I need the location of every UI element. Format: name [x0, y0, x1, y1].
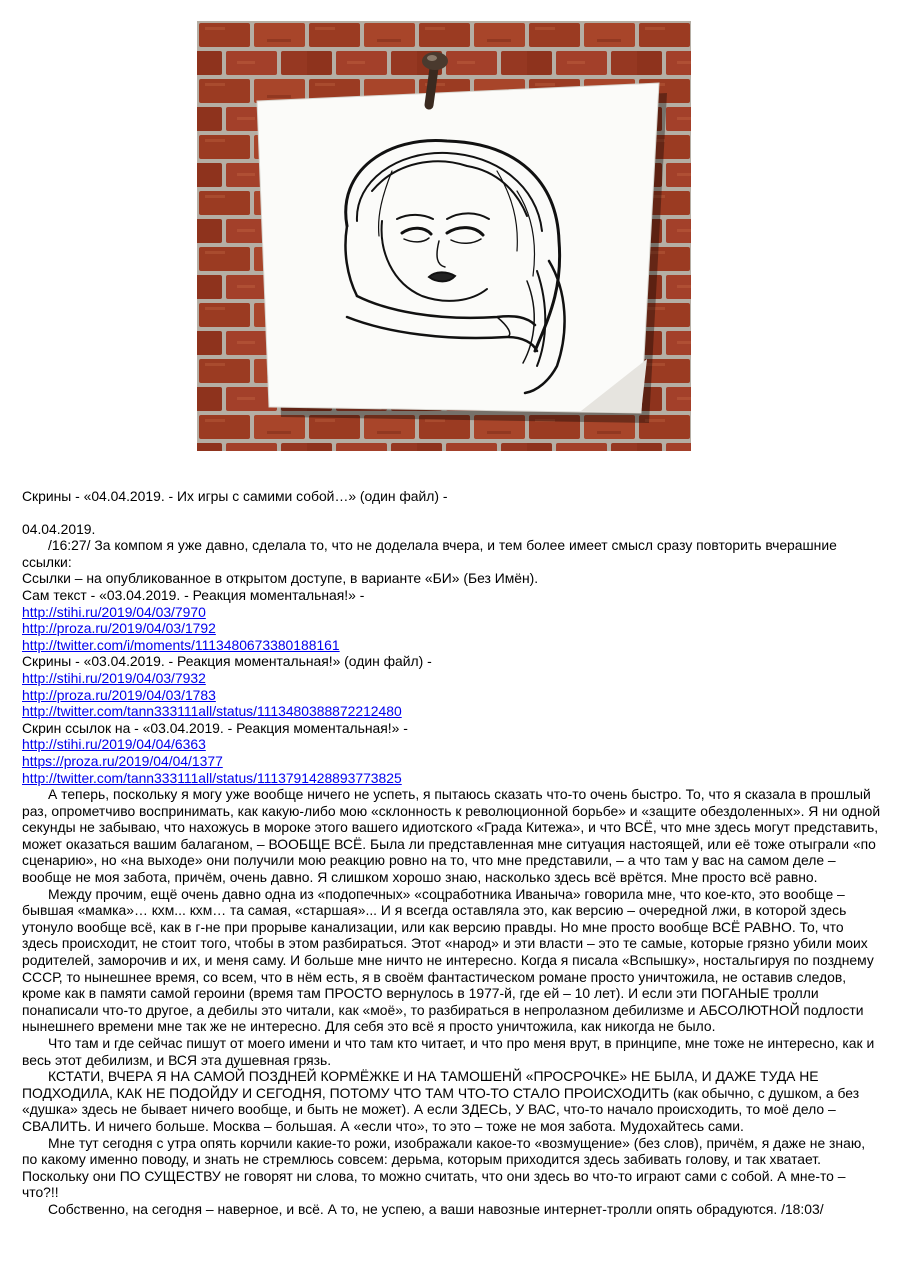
group2-label: Скрины - «03.04.2019. - Реакция моментальная!» (один файл) - — [22, 653, 432, 670]
link-twitter-status-825[interactable]: http://twitter.com/tann333111all/status/1113791428893773825 — [22, 769, 402, 786]
body-paragraph: КСТАТИ, ВЧЕРА Я НА САМОЙ ПОЗДНЕЙ КОРМЁЖКЕ И НА ТАМОШЕНЙ «ПРОСРОЧКЕ» НЕ БЫЛА, И ДАЖЕ ТУДА НЕ ПОДХОДИЛА, КАК НЕ ПОДОЙДУ И СЕГОДНЯ, ПОТОМУ ЧТО ТАМ ЧТО-ТО СТАЛО ПРОИСХОДИТЬ (как обычно, с душком, а без «душка» здесь не бывает ничего вообще, и быть не может). А если ЗДЕСЬ, У ВАС, что-то начало происходить, то моё дело – СВАЛИТЬ. И ничего больше. Москва – большая. А «если что», то это – тоже не моя забота. Мудохайтесь сами. — [22, 1068, 860, 1134]
group3-label: Скрин ссылок на - «03.04.2019. - Реакция моментальная!» - — [22, 719, 408, 736]
body-paragraph: Что там и где сейчас пишут от моего имени и что там кто читает, и что про меня врут, в принципе, мне тоже не интересно, как и весь этот дебилизм, и ВСЯ эта душевная грязь. — [22, 1035, 875, 1068]
link-twitter-status-480[interactable]: http://twitter.com/tann333111all/status/1113480388872212480 — [22, 703, 402, 720]
link-stihi-7932[interactable]: http://stihi.ru/2019/04/03/7932 — [22, 669, 206, 686]
body-paragraph: Между прочим, ещё очень давно одна из «подопечных» «соцработника Иваныча» говорила мне, что кое-кто, это вообще – бывшая «мамка»… кхм... кхм… та самая, «старшая»... И я всегда оставляла это, как версию – очередной лжи, в которой здесь утонуло вообще всё, как в г-не при прорыве канализации, или как версию правды. Но мне просто вообще ВСЁ РАВНО. То, что здесь происходит, не стоит того, чтобы в этом разбираться. Этот «народ» и эти власти – это те самые, которые грязно убили моих родителей, заморочив и их, и меня саму. И больше мне ничто не интересно. Когда я писала «Вспышку», ностальгируя по позднему СССР, то нынешнее время, со всем, что в нём есть, я в своём фантастическом романе просто уничтожила, не оставив следов, кроме как в памяти самой героини (время там ПРОСТО вернулось в 1977-й, где ей – 10 лет). И если эти ПОГАНЫЕ тролли понаписали что-то другое, а дебилы это читали, как «моё», то разбираться в непролазном дебилизме и АБСОЛЮТНОЙ подлости нынешнего времени мне так же не интересно. Для себя это всё я просто уничтожила, как никогда не было. — [22, 885, 874, 1035]
link-stihi-7970[interactable]: http://stihi.ru/2019/04/03/7970 — [22, 603, 206, 620]
link-proza-1792[interactable]: http://proza.ru/2019/04/03/1792 — [22, 620, 216, 637]
paper-note — [257, 83, 659, 413]
document-body — [22, 488, 882, 1218]
body-paragraph: Мне тут сегодня с утра опять корчили какие-то рожи, изображали какое-то «возмущение» (без слов), причём, я даже не знаю, по какому именно поводу, и знать не стремлюсь совсем: дерьма, которым приходится здесь забивать голову, и так хватает. Поскольку они ПО СУЩЕСТВУ не говорят ни слова, то можно считать, что они здесь во что-то играют сами с собой. А мне-то – что?!! — [22, 1134, 866, 1201]
link-twitter-moments[interactable]: http://twitter.com/i/moments/1113480673380188161 — [22, 636, 340, 653]
body-paragraph: Собственно, на сегодня – наверное, и всё. А то, не успею, а ваши навозные интернет-тролли опять обрадуются. /18:03/ — [48, 1200, 824, 1217]
link-proza-1783[interactable]: http://proza.ru/2019/04/03/1783 — [22, 686, 216, 703]
illustration — [197, 21, 691, 451]
group1-label: Сам текст - «03.04.2019. - Реакция моментальная!» - — [22, 586, 365, 603]
header-line: Скрины - «04.04.2019. - Их игры с самими собой…» (один файл) - — [22, 488, 448, 504]
link-proza-1377[interactable]: https://proza.ru/2019/04/04/1377 — [22, 752, 223, 769]
link-stihi-6363[interactable]: http://stihi.ru/2019/04/04/6363 — [22, 736, 206, 753]
links-heading: Ссылки – на опубликованное в открытом доступе, в варианте «БИ» (Без Имён). — [22, 570, 539, 587]
entry-date: 04.04.2019. — [22, 520, 96, 537]
body-paragraph: А теперь, поскольку я могу уже вообще ничего не успеть, я пытаюсь сказать что-то очень быстро. То, что я сказала в прошлый раз, опрометчиво воспринимать, как какую-либо мою «склонность к революционной борьбе» и «защите обездоленных». Я ни одной секунды не забываю, что нахожусь в мороке этого вашего идиотского «Града Китежа», и что ВСЁ, что мне здесь могут представить, может оказаться вашим балаганом, – ВООБЩЕ ВСЁ. Была ли представленная мне ситуация настоящей, или её тоже отыграли «по сценарию», но «на выходе» они получили мою реакцию ровно на то, что мне представили, – а что там у вас на самом деле – вообще не моя забота, причём, очень давно. Я слишком хорошо знаю, насколько здесь всё врётся. Мне просто всё равно. — [22, 786, 881, 886]
spacer — [22, 505, 882, 521]
intro-paragraph: /16:27/ За компом я уже давно, сделала то, что не доделала вчера, и тем более имеет смысл сразу повторить вчерашние ссылки: — [22, 537, 837, 570]
